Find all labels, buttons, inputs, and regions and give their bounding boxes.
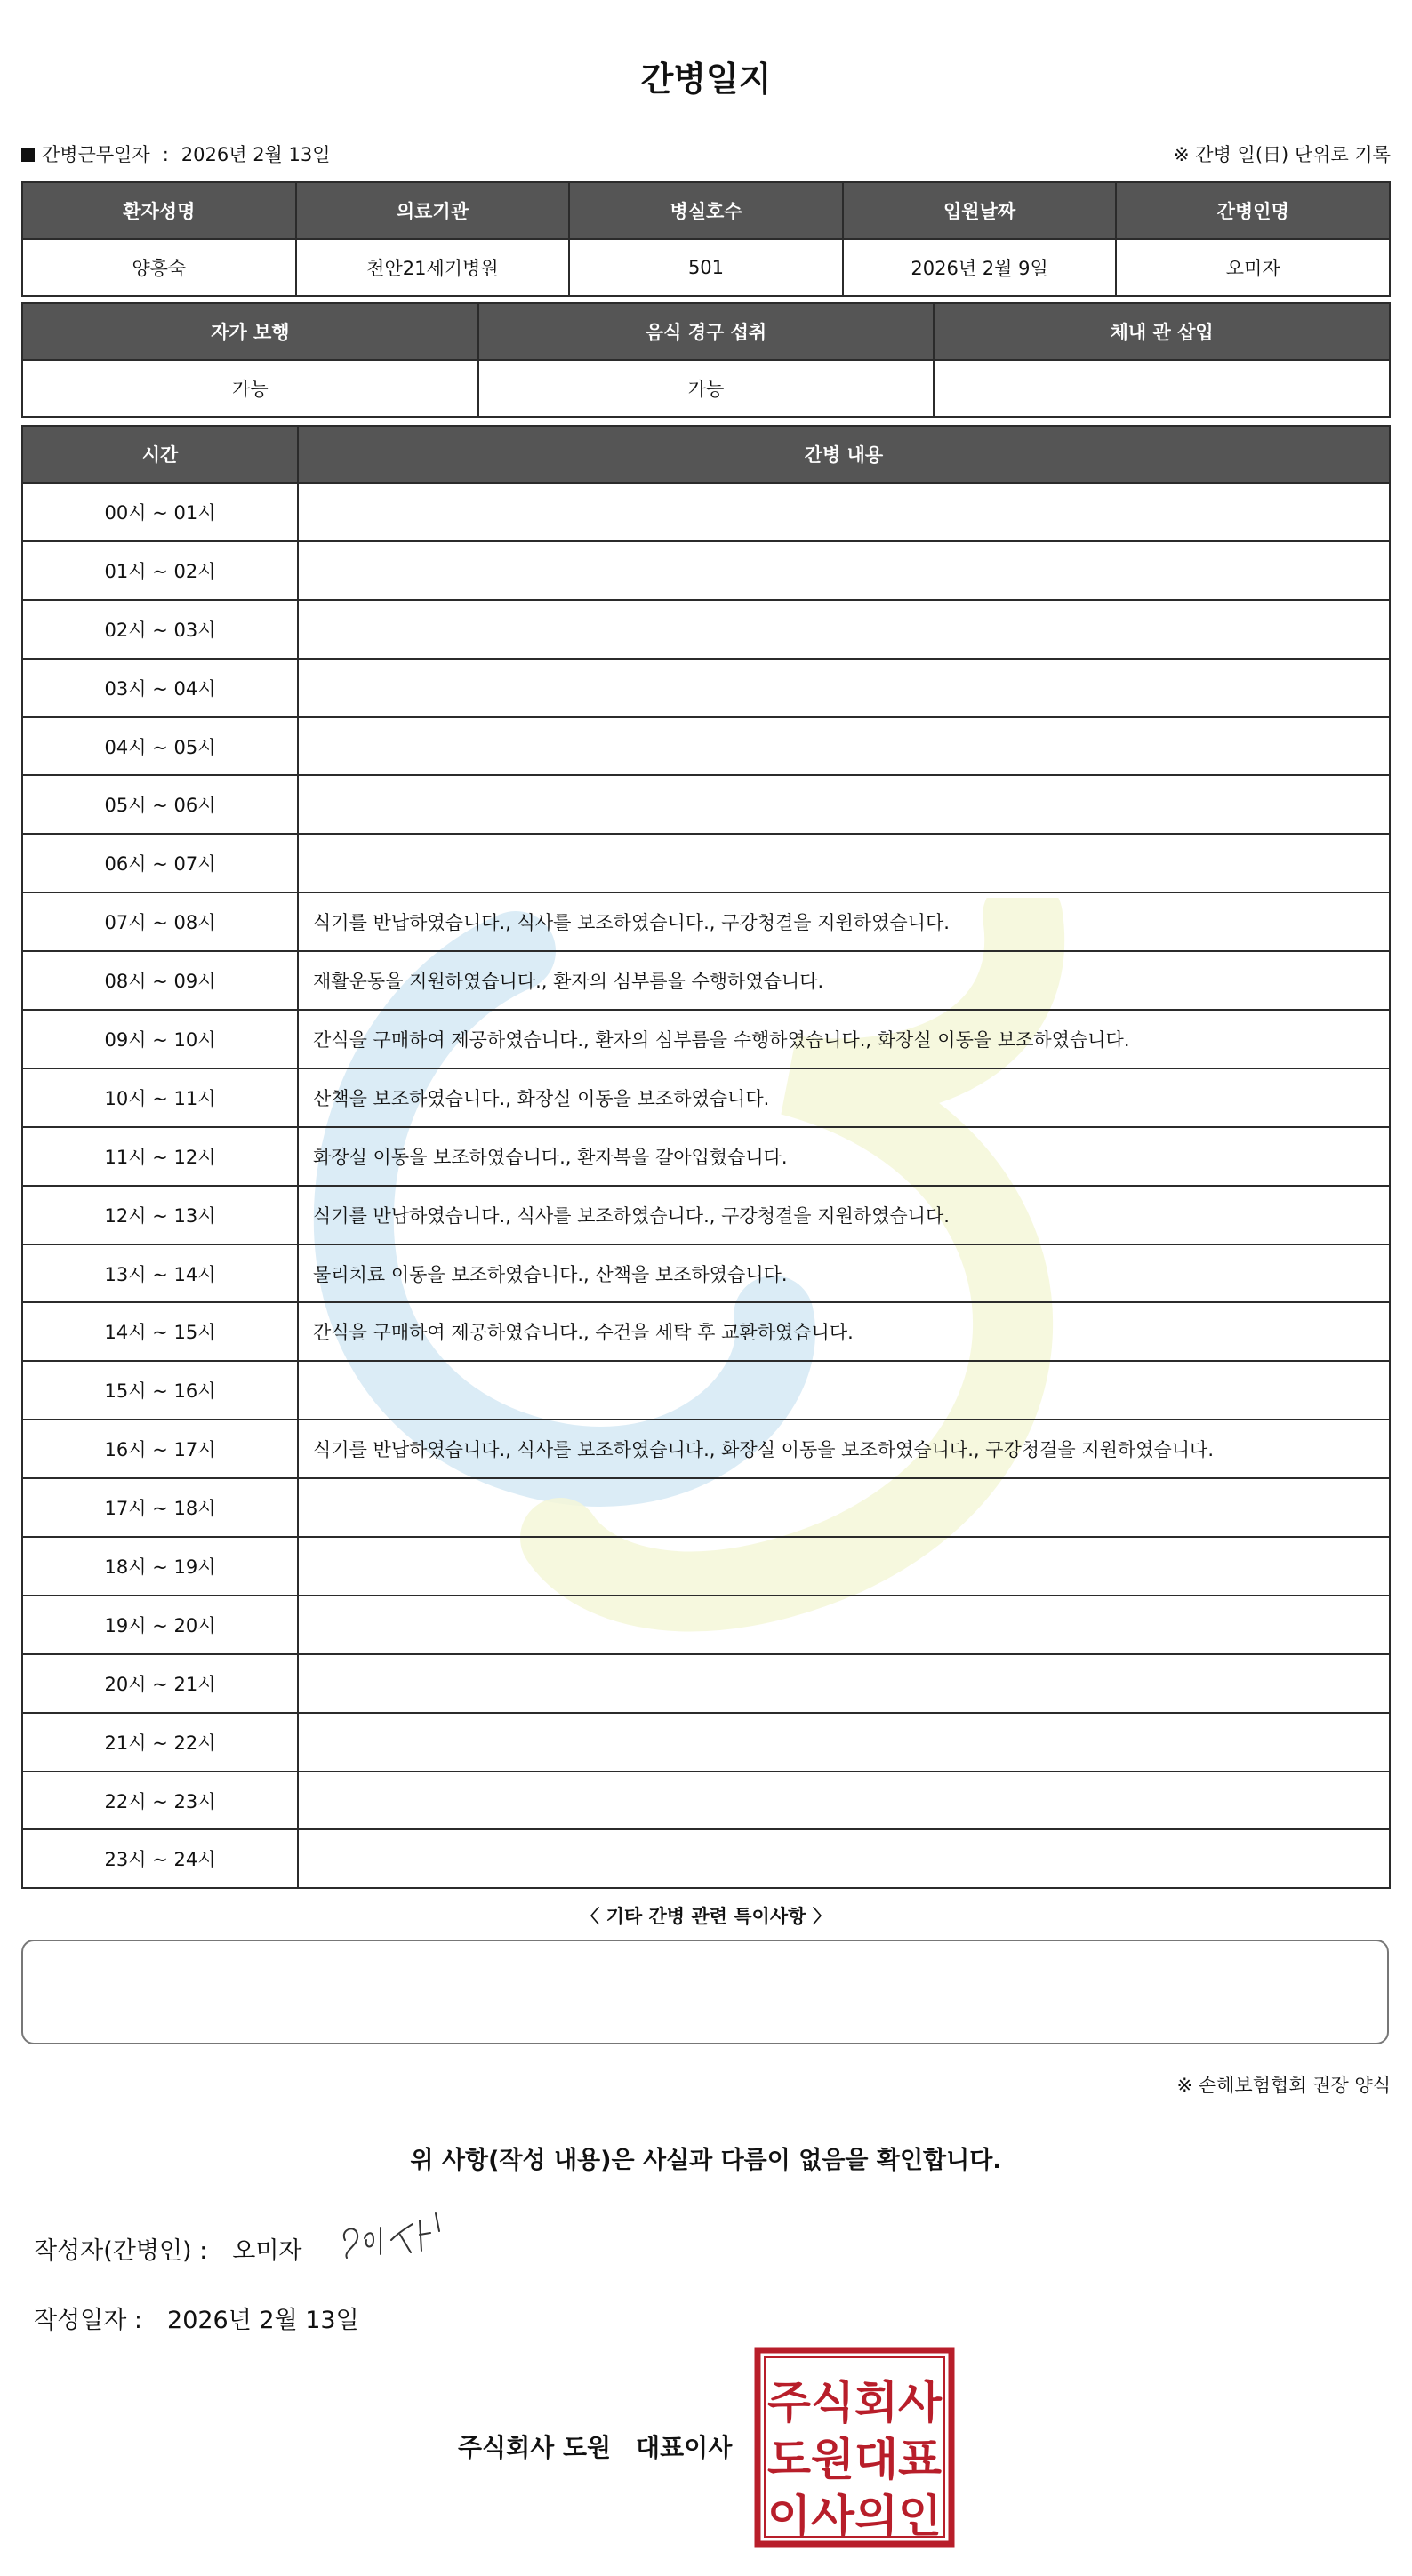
representative-title: 대표이사	[636, 2433, 733, 2462]
form-notice: ※ 손해보험협회 권장 양식	[1176, 2075, 1391, 2096]
patient-info-table	[21, 181, 1391, 297]
admission-date-header: 입원날짜	[843, 182, 1117, 239]
schedule-row	[22, 1127, 1390, 1186]
care-schedule-table	[21, 425, 1391, 1889]
schedule-time: 19시 ~ 20시	[22, 1596, 298, 1654]
schedule-content	[298, 541, 1390, 600]
schedule-content: 물리치료 이동을 보조하였습니다., 산책을 보조하였습니다.	[298, 1244, 1390, 1303]
schedule-content	[298, 717, 1390, 776]
patient-status-table	[21, 302, 1391, 418]
schedule-row	[22, 1654, 1390, 1713]
caregiver-name-header: 간병인명	[1116, 182, 1390, 239]
schedule-row	[22, 1596, 1390, 1654]
writer-name: 오미자	[232, 2237, 302, 2265]
company-name: 주식회사 도원	[458, 2433, 612, 2462]
company-line	[458, 2428, 732, 2464]
schedule-row	[22, 717, 1390, 776]
patient-name-header: 환자성명	[22, 182, 296, 239]
schedule-content: 재활운동을 지원하였습니다., 환자의 심부름을 수행하였습니다.	[298, 951, 1390, 1010]
written-date-label: 작성일자 :	[34, 2307, 143, 2334]
schedule-row	[22, 1420, 1390, 1478]
hospital-header: 의료기관	[296, 182, 570, 239]
schedule-row	[22, 1537, 1390, 1596]
schedule-content: 간식을 구매하여 제공하였습니다., 환자의 심부름을 수행하였습니다., 화장실 이동을 보조하였습니다.	[298, 1010, 1390, 1068]
work-date-value: 2026년 2월 13일	[181, 144, 331, 165]
room-number-header: 병실호수	[569, 182, 843, 239]
schedule-time: 14시 ~ 15시	[22, 1302, 298, 1361]
remarks-box	[21, 1940, 1389, 2044]
schedule-time: 10시 ~ 11시	[22, 1068, 298, 1127]
schedule-time: 02시 ~ 03시	[22, 600, 298, 659]
schedule-row	[22, 1068, 1390, 1127]
schedule-row	[22, 1010, 1390, 1068]
schedule-row	[22, 541, 1390, 600]
schedule-row	[22, 483, 1390, 541]
writer-line	[34, 2231, 302, 2266]
time-header: 시간	[22, 426, 298, 483]
care-content-header: 간병 내용	[298, 426, 1390, 483]
work-date-line	[21, 140, 331, 167]
handwritten-signature	[338, 2204, 480, 2267]
written-date-value: 2026년 2월 13일	[167, 2307, 359, 2334]
patient-name: 양흥숙	[22, 239, 296, 296]
schedule-content: 식기를 반납하였습니다., 식사를 보조하였습니다., 구강청결을 지원하였습니다.	[298, 892, 1390, 951]
schedule-content	[298, 1654, 1390, 1713]
self-walking-header: 자가 보행	[22, 303, 478, 360]
schedule-content	[298, 1537, 1390, 1596]
caregiver-name: 오미자	[1116, 239, 1390, 296]
schedule-row	[22, 659, 1390, 717]
written-date-line	[34, 2300, 359, 2335]
schedule-content	[298, 600, 1390, 659]
work-date-label: 간병근무일자	[42, 144, 150, 165]
tube-insertion-value	[934, 360, 1390, 417]
schedule-time: 17시 ~ 18시	[22, 1478, 298, 1537]
schedule-time: 07시 ~ 08시	[22, 892, 298, 951]
schedule-content	[298, 1829, 1390, 1888]
remarks-title: 〈 기타 간병 관련 특이사항 〉	[581, 1906, 831, 1927]
schedule-content	[298, 1772, 1390, 1830]
schedule-row	[22, 1829, 1390, 1888]
schedule-row	[22, 834, 1390, 892]
schedule-time: 22시 ~ 23시	[22, 1772, 298, 1830]
tube-insertion-header: 체내 관 삽입	[934, 303, 1390, 360]
schedule-content: 화장실 이동을 보조하였습니다., 환자복을 갈아입혔습니다.	[298, 1127, 1390, 1186]
schedule-time: 09시 ~ 10시	[22, 1010, 298, 1068]
schedule-row	[22, 1186, 1390, 1244]
schedule-time: 11시 ~ 12시	[22, 1127, 298, 1186]
schedule-content: 식기를 반납하였습니다., 식사를 보조하였습니다., 화장실 이동을 보조하였습니다., 구강청결을 지원하였습니다.	[298, 1420, 1390, 1478]
schedule-content	[298, 1713, 1390, 1772]
company-seal-stamp	[754, 2347, 955, 2548]
schedule-time: 21시 ~ 22시	[22, 1713, 298, 1772]
schedule-row	[22, 600, 1390, 659]
schedule-content	[298, 659, 1390, 717]
schedule-content	[298, 1361, 1390, 1420]
schedule-content	[298, 483, 1390, 541]
schedule-row	[22, 1361, 1390, 1420]
document-title: 간병일지	[640, 60, 772, 99]
schedule-time: 15시 ~ 16시	[22, 1361, 298, 1420]
record-unit-note: ※ 간병 일(日) 단위로 기록	[1174, 144, 1391, 165]
schedule-time: 18시 ~ 19시	[22, 1537, 298, 1596]
writer-label: 작성자(간병인) :	[34, 2237, 208, 2265]
seal-text-line: 도원대표	[767, 2434, 943, 2485]
schedule-content: 식기를 반납하였습니다., 식사를 보조하였습니다., 구강청결을 지원하였습니다.	[298, 1186, 1390, 1244]
schedule-row	[22, 951, 1390, 1010]
schedule-time: 13시 ~ 14시	[22, 1244, 298, 1303]
hospital-name: 천안21세기병원	[296, 239, 570, 296]
schedule-time: 12시 ~ 13시	[22, 1186, 298, 1244]
schedule-content	[298, 775, 1390, 834]
seal-text-line: 이사의인	[767, 2491, 942, 2542]
schedule-row	[22, 892, 1390, 951]
schedule-time: 23시 ~ 24시	[22, 1829, 298, 1888]
schedule-time: 04시 ~ 05시	[22, 717, 298, 776]
self-walking-value: 가능	[22, 360, 478, 417]
schedule-content: 간식을 구매하여 제공하였습니다., 수건을 세탁 후 교환하였습니다.	[298, 1302, 1390, 1361]
schedule-time: 01시 ~ 02시	[22, 541, 298, 600]
admission-date: 2026년 2월 9일	[843, 239, 1117, 296]
schedule-content	[298, 834, 1390, 892]
schedule-row	[22, 1478, 1390, 1537]
schedule-row	[22, 1713, 1390, 1772]
schedule-time: 03시 ~ 04시	[22, 659, 298, 717]
room-number: 501	[569, 239, 843, 296]
schedule-content	[298, 1478, 1390, 1537]
seal-text-line: 주식회사	[767, 2377, 943, 2428]
confirmation-statement: 위 사항(작성 내용)은 사실과 다름이 없음을 확인합니다.	[410, 2147, 1002, 2174]
schedule-content	[298, 1596, 1390, 1654]
schedule-time: 20시 ~ 21시	[22, 1654, 298, 1713]
square-bullet-icon	[21, 148, 35, 162]
work-date-separator: :	[162, 144, 169, 165]
oral-intake-value: 가능	[478, 360, 935, 417]
schedule-row	[22, 1244, 1390, 1303]
oral-intake-header: 음식 경구 섭취	[478, 303, 935, 360]
schedule-time: 16시 ~ 17시	[22, 1420, 298, 1478]
schedule-row	[22, 1772, 1390, 1830]
schedule-content: 산책을 보조하였습니다., 화장실 이동을 보조하였습니다.	[298, 1068, 1390, 1127]
schedule-time: 00시 ~ 01시	[22, 483, 298, 541]
schedule-time: 06시 ~ 07시	[22, 834, 298, 892]
schedule-row	[22, 775, 1390, 834]
schedule-time: 08시 ~ 09시	[22, 951, 298, 1010]
schedule-row	[22, 1302, 1390, 1361]
schedule-time: 05시 ~ 06시	[22, 775, 298, 834]
